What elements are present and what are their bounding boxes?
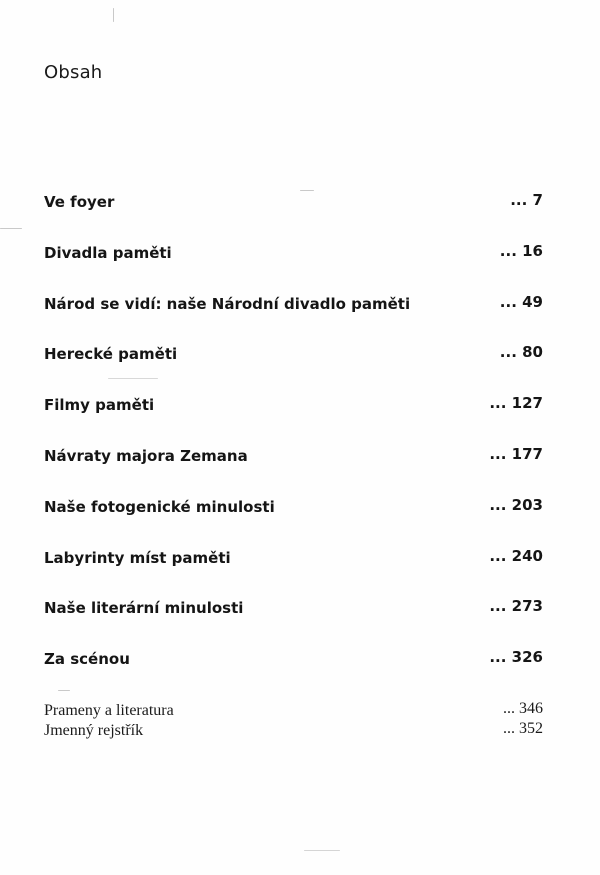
toc-entry [44, 650, 544, 701]
toc-entry-title: Herecké paměti [44, 345, 178, 364]
toc-entry [44, 241, 544, 295]
toc-minor-entry [44, 722, 544, 742]
toc-entry-page: ... 240 [489, 546, 543, 565]
toc-entry-title: Ve foyer [44, 193, 115, 211]
toc-entry-page: ... 80 [499, 343, 543, 362]
toc-minor-entry-title: Jmenný rejstřík [44, 722, 144, 739]
toc-entry-title: Za scénou [44, 650, 130, 669]
toc-main-list [44, 193, 544, 701]
toc-entry-page: ... 49 [499, 292, 543, 311]
toc-entry-page: ... 326 [489, 648, 543, 667]
toc-entry [44, 495, 544, 549]
toc-minor-list [44, 702, 544, 742]
toc-entry-page: ... 7 [510, 191, 543, 209]
toc-heading: Obsah [44, 62, 103, 83]
toc-entry-title: Naše fotogenické minulosti [44, 497, 275, 516]
toc-entry-page: ... 177 [489, 444, 543, 463]
toc-entry-title: Labyrinty míst paměti [44, 548, 231, 567]
toc-entry [44, 193, 544, 244]
scan-speck [113, 8, 114, 22]
toc-entry-title: Divadla paměti [44, 243, 172, 262]
toc-minor-entry [44, 702, 544, 722]
toc-minor-entry-page: ... 346 [503, 700, 543, 717]
toc-minor-entry-page: ... 352 [503, 720, 543, 737]
toc-entry [44, 396, 544, 447]
toc-entry-title: Filmy paměti [44, 396, 155, 415]
toc-entry [44, 546, 544, 600]
toc-entry [44, 345, 544, 396]
toc-minor-entry-title: Prameny a literatura [44, 702, 174, 719]
toc-entry-title: Národ se vidí: naše Národní divadlo paměti [44, 294, 411, 313]
toc-entry-title: Naše literární minulosti [44, 599, 244, 618]
toc-entry [44, 599, 544, 650]
toc-entry-page: ... 273 [489, 597, 543, 616]
toc-entry-page: ... 16 [499, 241, 543, 260]
toc-entry-page: ... 127 [489, 394, 543, 413]
toc-entry-page: ... 203 [489, 495, 543, 514]
scan-speck [300, 190, 314, 191]
toc-entry [44, 444, 544, 498]
toc-entry-title: Návraty majora Zemana [44, 446, 248, 465]
scan-speck [0, 228, 22, 229]
scan-speck [304, 850, 340, 851]
toc-entry [44, 292, 544, 346]
